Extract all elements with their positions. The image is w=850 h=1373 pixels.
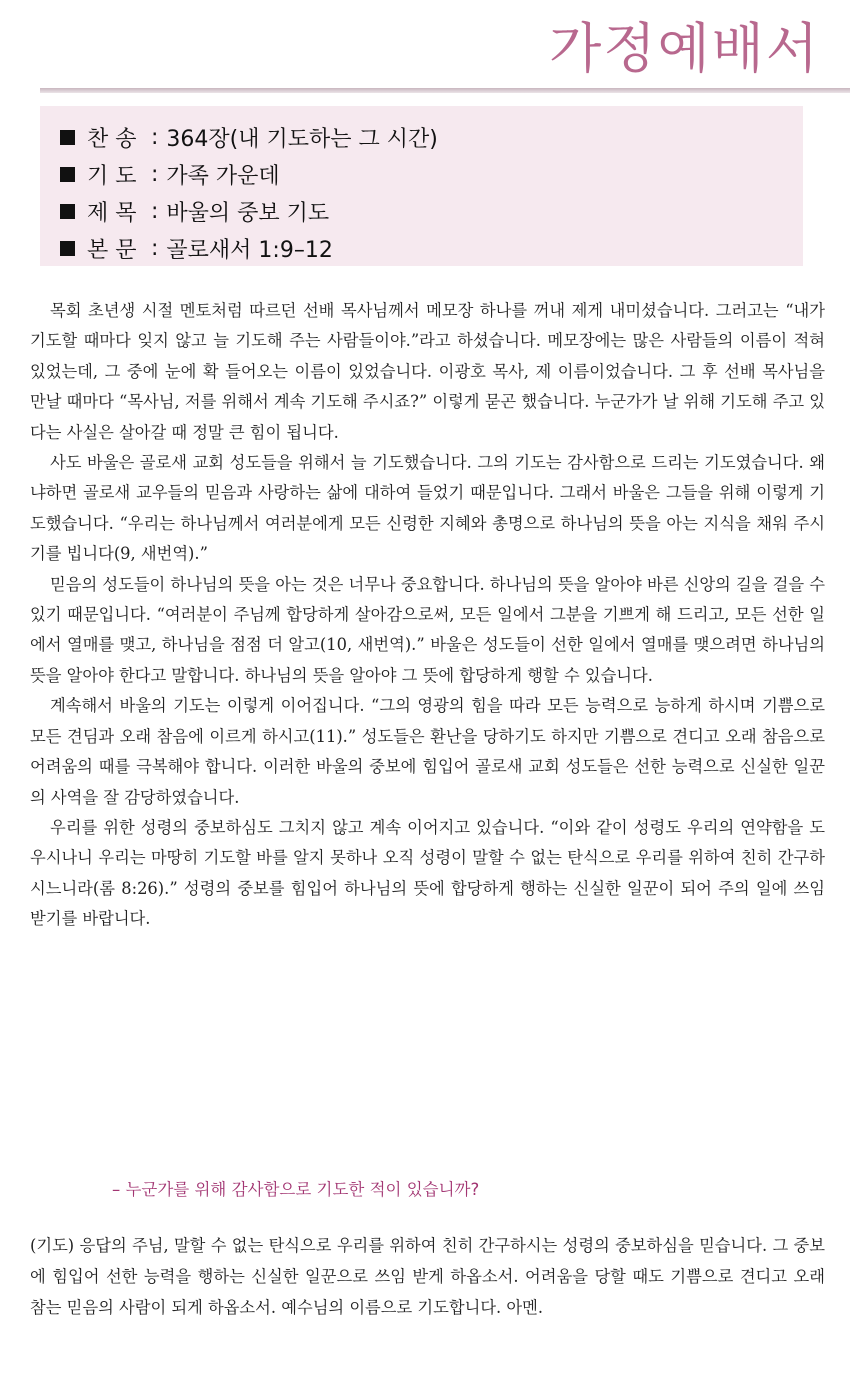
info-colon: : [151, 162, 159, 187]
info-value: 가족 가운데 [166, 164, 280, 189]
info-label: 기 도 [87, 164, 137, 189]
body-paragraph: 우리를 위한 성령의 중보하심도 그치지 않고 계속 이어지고 있습니다. “이와 같이 성령도 우리의 연약함을 도우시나니 우리는 마땅히 기도할 바를 알지 못하나 오직 성령이 말할 수 없는 탄식으로 우리를 위하여 친히 간구하시느니라(롬 8:26).” 성령의 중보를 힘입어 하나님의 뜻에 합당하게 행하는 신실한 일꾼이 되어 주의 일에 쓰임 받기를 바랍니다. [30, 817, 825, 929]
title-divider [40, 88, 850, 93]
info-label: 본 문 [87, 238, 137, 263]
square-bullet-icon [60, 167, 75, 182]
info-colon: : [151, 199, 159, 224]
info-colon: : [151, 125, 159, 150]
body-paragraph: 사도 바울은 골로새 교회 성도들을 위해서 늘 기도했습니다. 그의 기도는 감사함으로 드리는 기도였습니다. 왜냐하면 골로새 교우들의 믿음과 사랑하는 삶에 대하여 들었기 때문입니다. 그래서 바울은 그들을 위해 이렇게 기도했습니다. “우리는 하나님께서 여러분에게 모든 신령한 지혜와 총명으로 하나님의 뜻을 아는 지식을 채워 주시기를 빕니다(9, 새번역).” [30, 453, 825, 564]
info-value: 364장(내 기도하는 그 시간) [166, 127, 438, 152]
info-value: 바울의 중보 기도 [166, 201, 330, 226]
info-row-subject [60, 193, 803, 230]
info-row-hymn [60, 119, 803, 156]
sermon-body [30, 296, 825, 935]
info-colon: : [151, 236, 159, 261]
worship-info-box [40, 106, 803, 266]
info-row-scripture [60, 230, 803, 267]
page-title: 가정예배서 [549, 17, 820, 80]
info-label: 제 목 [87, 201, 137, 226]
body-paragraph: 목회 초년생 시절 멘토처럼 따르던 선배 목사님께서 메모장 하나를 꺼내 제게 내미셨습니다. 그러고는 “내가 기도할 때마다 잊지 않고 늘 기도해 주는 사람들이야.”라고 하셨습니다. 메모장에는 많은 사람들의 이름이 적혀 있었는데, 그 중에 눈에 확 들어오는 이름이 있었습니다. 이광호 목사, 제 이름이었습니다. 그 후 선배 목사님을 만날 때마다 “목사님, 저를 위해서 계속 기도해 주시죠?” 이렇게 묻곤 했습니다. 누군가가 날 위해 기도해 주고 있다는 사실은 살아갈 때 정말 큰 힘이 됩니다. [30, 301, 825, 442]
reflection-question: – 누군가를 위해 감사함으로 기도한 적이 있습니까? [112, 1180, 480, 1199]
info-value: 골로새서 1:9–12 [166, 238, 333, 263]
square-bullet-icon [60, 130, 75, 145]
closing-prayer: (기도) 응답의 주님, 말할 수 없는 탄식으로 우리를 위하여 친히 간구하시는 성령의 중보하심을 믿습니다. 그 중보에 힘입어 선한 능력을 행하는 신실한 일꾼으로 쓰임 받게 하옵소서. 어려움을 당할 때도 기쁨으로 견디고 오래 참는 믿음의 사람이 되게 하옵소서. 예수님의 이름으로 기도합니다. 아멘. [30, 1236, 825, 1317]
square-bullet-icon [60, 204, 75, 219]
info-label: 찬 송 [87, 127, 137, 152]
info-row-prayer [60, 156, 803, 193]
body-paragraph: 믿음의 성도들이 하나님의 뜻을 아는 것은 너무나 중요합니다. 하나님의 뜻을 알아야 바른 신앙의 길을 걸을 수 있기 때문입니다. “여러분이 주님께 합당하게 살아감으로써, 모든 일에서 그분을 기쁘게 해 드리고, 모든 선한 일에서 열매를 맺고, 하나님을 점점 더 알고(10, 새번역).” 바울은 성도들이 선한 일에서 열매를 맺으려면 하나님의 뜻을 알아야 한다고 말합니다. 하나님의 뜻을 알아야 그 뜻에 합당하게 행할 수 있습니다. [30, 574, 825, 685]
body-paragraph: 계속해서 바울의 기도는 이렇게 이어집니다. “그의 영광의 힘을 따라 모든 능력으로 능하게 하시며 기쁨으로 모든 견딤과 오래 참음에 이르게 하시고(11).” 성도들은 환난을 당하기도 하지만 기쁨으로 견디고 오래 참음으로 어려움의 때를 극복해야 합니다. 이러한 바울의 중보에 힘입어 골로새 교회 성도들은 선한 능력으로 신실한 일꾼의 사역을 잘 감당하였습니다. [30, 696, 825, 807]
square-bullet-icon [60, 241, 75, 256]
